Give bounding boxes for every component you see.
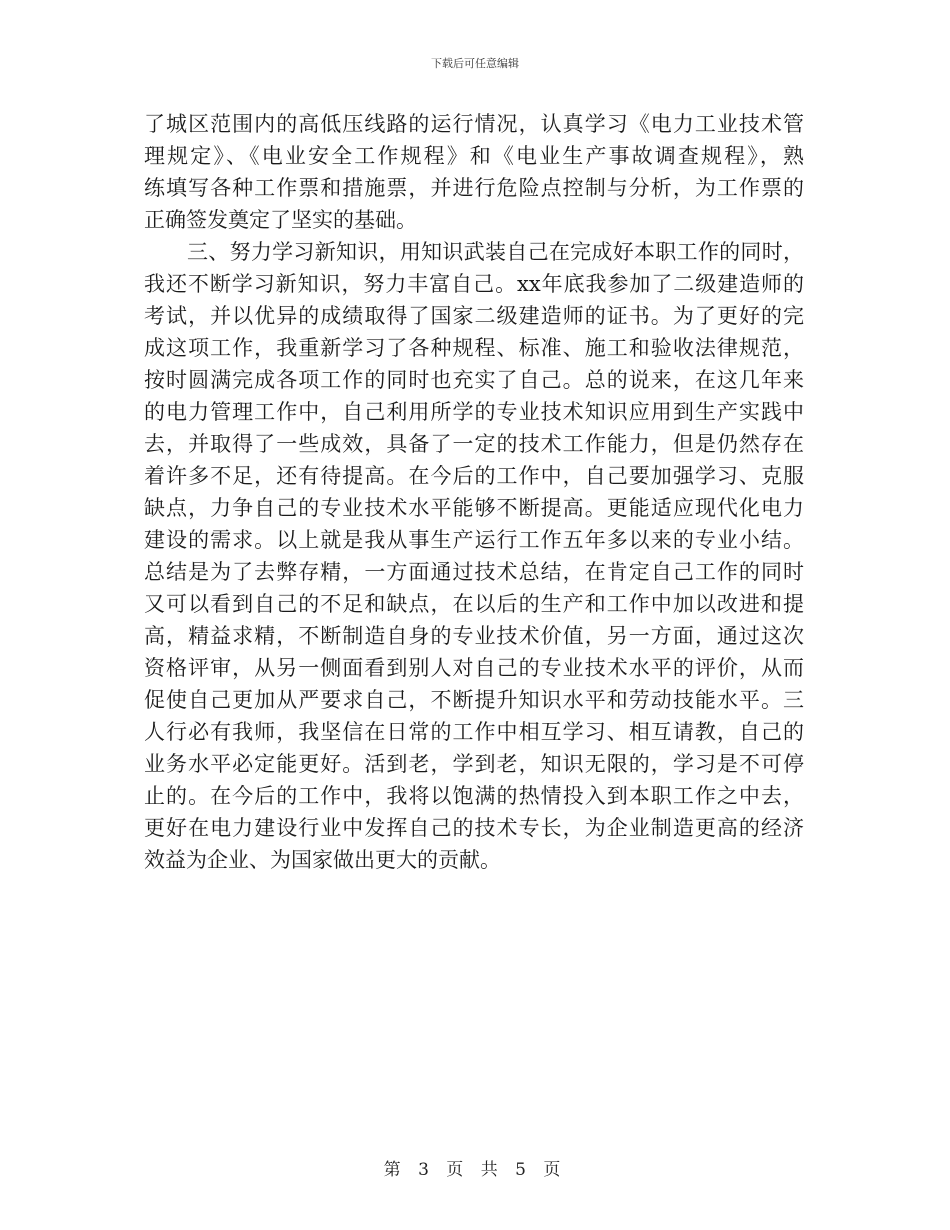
text-line: 更好在电力建设行业中发挥自己的技术专长，为企业制造更高的经济	[144, 816, 804, 840]
text-line: 高，精益求精，不断制造自身的专业技术价值，另一方面，通过这次	[144, 624, 804, 648]
text-line: 又可以看到自己的不足和缺点，在以后的生产和工作中加以改进和提	[144, 592, 804, 616]
text-line: 去，并取得了一些成效，具备了一定的技术工作能力，但是仍然存在	[144, 432, 804, 456]
text-line: 三、努力学习新知识，用知识武装自己在完成好本职工作的同时，	[187, 240, 804, 264]
text-line: 练填写各种工作票和措施票，并进行危险点控制与分析，为工作票的	[144, 176, 804, 200]
paragraph-1	[144, 108, 804, 236]
text-line: 缺点，力争自己的专业技术水平能够不断提高。更能适应现代化电力	[144, 496, 804, 520]
page-header: 下载后可任意编辑	[431, 57, 519, 70]
text-line: 着许多不足，还有待提高。在今后的工作中，自己要加强学习、克服	[144, 464, 804, 488]
text-line: 正确签发奠定了坚实的基础。	[144, 208, 417, 232]
paragraph-2	[144, 236, 804, 876]
text-line: 理规定》、《电业安全工作规程》和《电业生产事故调查规程》，熟	[144, 144, 804, 168]
text-line: 资格评审，从另一侧面看到别人对自己的专业技术水平的评价，从而	[144, 656, 804, 680]
text-line: 了城区范围内的高低压线路的运行情况，认真学习《电力工业技术管	[144, 112, 804, 136]
text-line: 的电力管理工作中，自己利用所学的专业技术知识应用到生产实践中	[144, 400, 804, 424]
text-line: 按时圆满完成各项工作的同时也充实了自己。总的说来，在这几年来	[144, 368, 804, 392]
page-number-footer: 第 3 页 共 5 页	[383, 1160, 567, 1180]
text-line: 业务水平必定能更好。活到老，学到老，知识无限的，学习是不可停	[144, 752, 804, 776]
text-line: 止的。在今后的工作中，我将以饱满的热情投入到本职工作之中去，	[144, 784, 804, 808]
text-line: 成这项工作，我重新学习了各种规程、标准、施工和验收法律规范，	[144, 336, 804, 360]
text-line: 人行必有我师，我坚信在日常的工作中相互学习、相互请教，自己的	[144, 720, 804, 744]
text-line: 考试，并以优异的成绩取得了国家二级建造师的证书。为了更好的完	[144, 304, 804, 328]
text-line: 建设的需求。以上就是我从事生产运行工作五年多以来的专业小结。	[144, 528, 804, 552]
text-line: 效益为企业、为国家做出更大的贡献。	[144, 848, 501, 872]
text-line: 总结是为了去弊存精，一方面通过技术总结，在肯定自己工作的同时	[144, 560, 804, 584]
text-line: 促使自己更加从严要求自己，不断提升知识水平和劳动技能水平。三	[144, 688, 804, 712]
document-body	[144, 108, 804, 876]
text-line: 我还不断学习新知识，努力丰富自己。xx年底我参加了二级建造师的	[144, 272, 804, 296]
